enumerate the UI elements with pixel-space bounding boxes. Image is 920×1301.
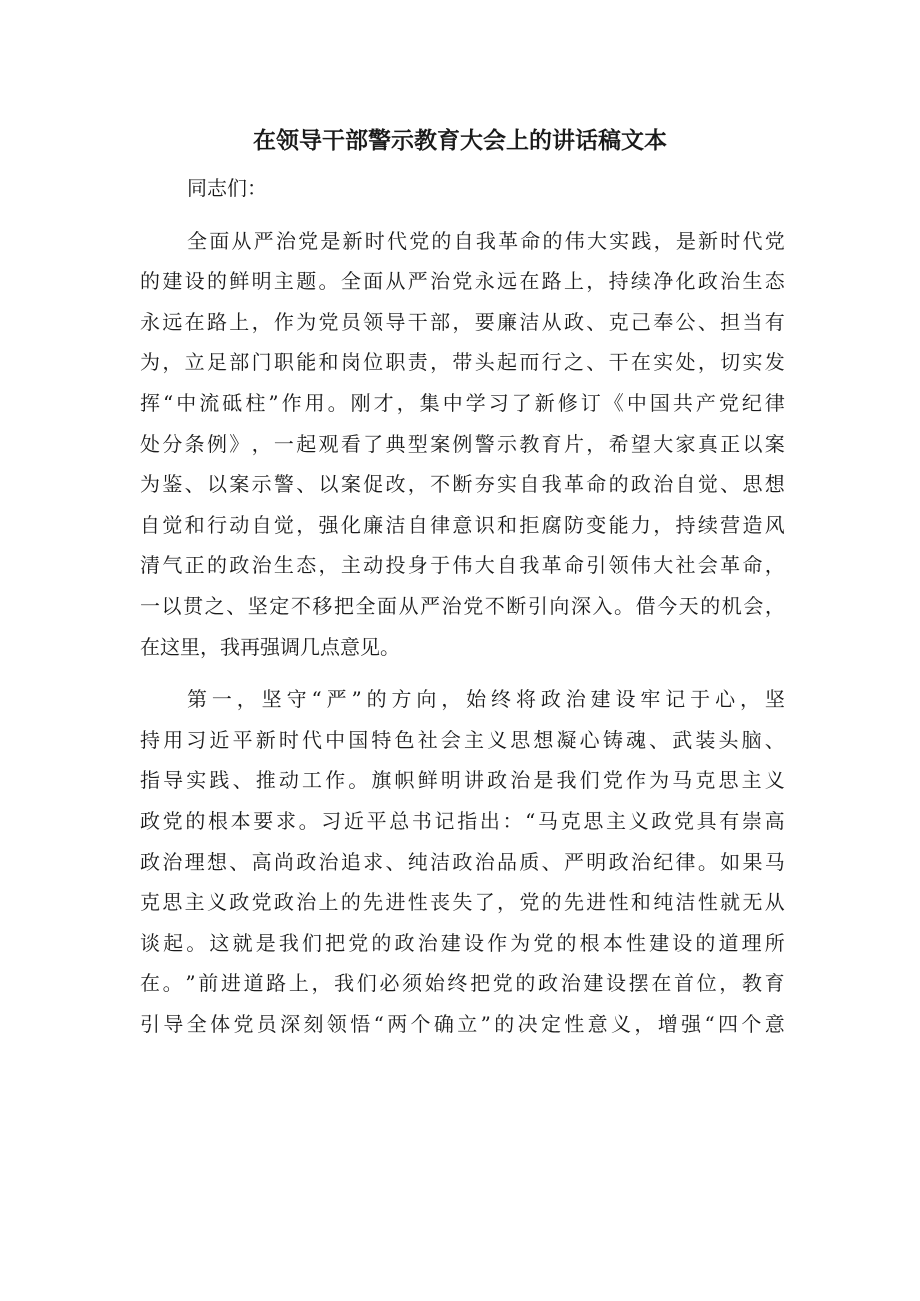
text-line: 谈 起 。 这 就 是 我 们 把 党 的 政 治 建 设 作 为 党 的 根 本 性 建 设 的 道 理 所	[140, 930, 785, 955]
text-line: 永 远 在 路 上 ， 作 为 党 员 领 导 干 部 ， 要 廉 洁 从 政 、 克 己 奉 公 、 担 当 有	[140, 309, 785, 334]
text-line: 第 一 ， 坚 守 “ 严 ” 的 方 向 ， 始 终 将 政 治 建 设 牢 记 于 心 ， 坚	[187, 687, 785, 712]
text-line: 一 以 贯 之 、 坚 定 不 移 把 全 面 从 严 治 党 不 断 引 向 深 入 。 借 今 天 的 机 会 ，	[140, 593, 785, 618]
document-title: 在领导干部警示教育大会上的讲话稿文本	[253, 128, 667, 154]
text-line: 指 导 实 践 、 推 动 工 作 。 旗 帜 鲜 明 讲 政 治 是 我 们 党 作 为 马 克 思 主 义	[140, 768, 785, 793]
salutation: 同志们：	[187, 176, 267, 200]
document-body	[140, 168, 785, 1044]
text-line: 政 党 的 根 本 要 求 。 习 近 平 总 书 记 指 出 ： “ 马 克 思 主 义 政 党 具 有 崇 高	[140, 808, 785, 833]
text-line: 在 。 ” 前 进 道 路 上 ， 我 们 必 须 始 终 把 党 的 政 治 建 设 摆 在 首 位 ， 教 育	[140, 971, 785, 996]
text-line: 清 气 正 的 政 治 生 态 ， 主 动 投 身 于 伟 大 自 我 革 命 引 领 伟 大 社 会 革 命 ，	[140, 553, 785, 578]
text-line: 为 鉴 、 以 案 示 警 、 以 案 促 改 ， 不 断 夯 实 自 我 革 命 的 政 治 自 觉 、 思 想	[140, 472, 785, 497]
spacer	[140, 667, 785, 679]
text-line: 挥 “ 中 流 砥 柱 ” 作 用 。 刚 才 ， 集 中 学 习 了 新 修 订 《 中 国 共 产 党 纪 律	[140, 390, 785, 415]
spacer	[140, 209, 785, 221]
text-line: 政 治 理 想 、 高 尚 政 治 追 求 、 纯 洁 政 治 品 质 、 严 明 政 治 纪 律 。 如 果 马	[140, 849, 785, 874]
text-line: 克 思 主 义 政 党 政 治 上 的 先 进 性 丧 失 了 ， 党 的 先 进 性 和 纯 洁 性 就 无 从	[140, 890, 785, 915]
text-line: 自 觉 和 行 动 自 觉 ， 强 化 廉 洁 自 律 意 识 和 拒 腐 防 变 能 力 ， 持 续 营 造 风	[140, 512, 785, 537]
text-line: 在这里，我再强调几点意见。	[140, 634, 400, 659]
text-line: 持 用 习 近 平 新 时 代 中 国 特 色 社 会 主 义 思 想 凝 心 铸 魂 、 武 装 头 脑 、	[140, 727, 785, 752]
text-line: 处 分 条 例 》 ， 一 起 观 看 了 典 型 案 例 警 示 教 育 片 ， 希 望 大 家 真 正 以 案	[140, 431, 785, 456]
text-line: 引 导 全 体 党 员 深 刻 领 悟 “ 两 个 确 立 ” 的 决 定 性 意 义 ， 增 强 “ 四 个 意	[140, 1011, 785, 1036]
text-line: 为 ， 立 足 部 门 职 能 和 岗 位 职 责 ， 带 头 起 而 行 之 、 干 在 实 处 ， 切 实 发	[140, 350, 785, 375]
text-line: 的 建 设 的 鲜 明 主 题 。 全 面 从 严 治 党 永 远 在 路 上 ， 持 续 净 化 政 治 生 态	[140, 269, 785, 294]
paragraph-2	[140, 679, 785, 1044]
text-line: 全 面 从 严 治 党 是 新 时 代 党 的 自 我 革 命 的 伟 大 实 践 ， 是 新 时 代 党	[187, 228, 785, 253]
paragraph-1	[140, 221, 785, 668]
